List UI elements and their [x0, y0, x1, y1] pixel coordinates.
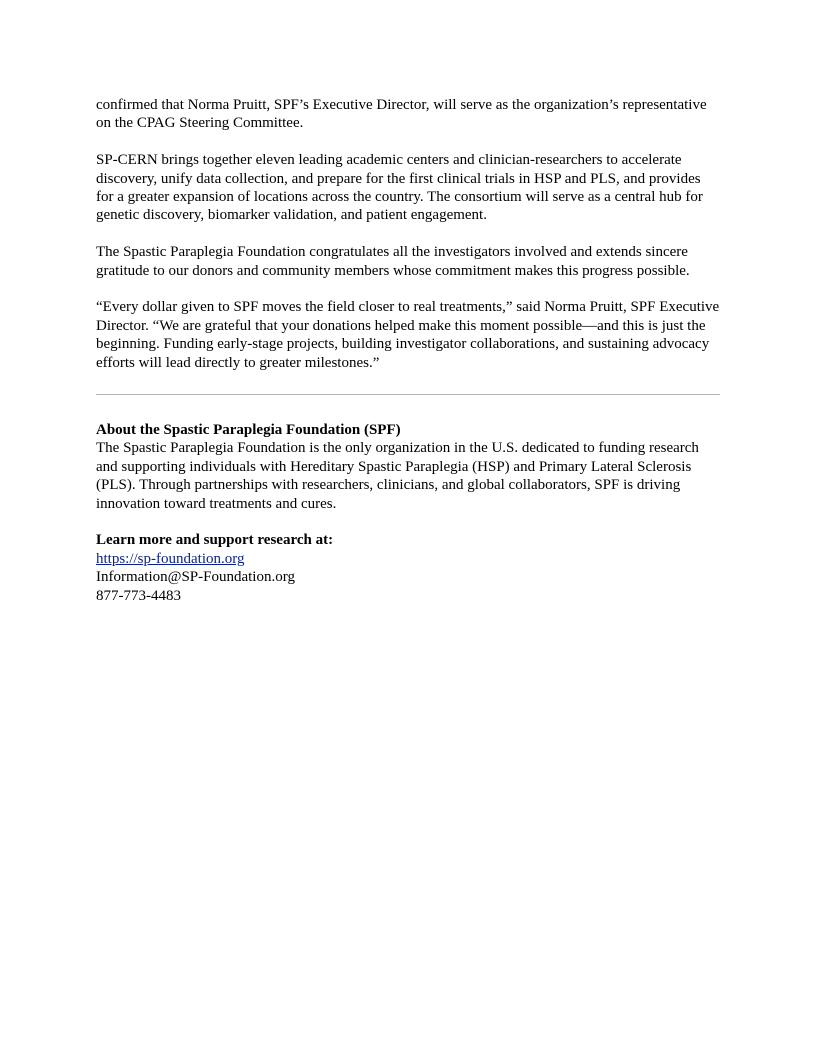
- horizontal-divider: [96, 394, 720, 395]
- contact-heading: Learn more and support research at:: [96, 532, 334, 549]
- contact-email: Information@SP-Foundation.org: [96, 569, 295, 586]
- section-spacer: [96, 513, 720, 531]
- about-heading: About the Spastic Paraplegia Foundation (SPF): [96, 422, 401, 439]
- website-link[interactable]: https://sp-foundation.org: [96, 550, 245, 567]
- contact-phone: 877-773-4483: [96, 587, 181, 604]
- about-text: The Spastic Paraplegia Foundation is the only organization in the U.S. dedicated to funding research and supporting individuals with Hereditary Spastic Paraplegia (HSP) and Primary Lateral Sclerosis (PLS). Through partnerships with researchers, clinicians, and global collaborators, SPF is driving innovation toward treatments and cures.: [96, 440, 699, 512]
- document-page: [96, 96, 720, 605]
- body-paragraph-2: SP-CERN brings together eleven leading academic centers and clinician-researchers to accelerate discovery, unify data collection, and prepare for the first clinical trials in HSP and PLS, and provides for a greater expansion of locations across the country. The consortium will serve as a central hub for genetic discovery, biomarker validation, and patient engagement.: [96, 152, 703, 224]
- body-paragraph-1: confirmed that Norma Pruitt, SPF’s Executive Director, will serve as the organization’s representative on the CPAG Steering Committee.: [96, 97, 707, 132]
- body-paragraph-3: The Spastic Paraplegia Foundation congratulates all the investigators involved and extends sincere gratitude to our donors and community members whose commitment makes this progress possible.: [96, 244, 690, 279]
- body-paragraph-4: “Every dollar given to SPF moves the field closer to real treatments,” said Norma Pruitt, SPF Executive Director. “We are grateful that your donations helped make this moment possible—and this is just the beginning. Funding early-stage projects, building investigator collaborations, and sustaining advocacy efforts will lead directly to greater milestones.”: [96, 299, 720, 371]
